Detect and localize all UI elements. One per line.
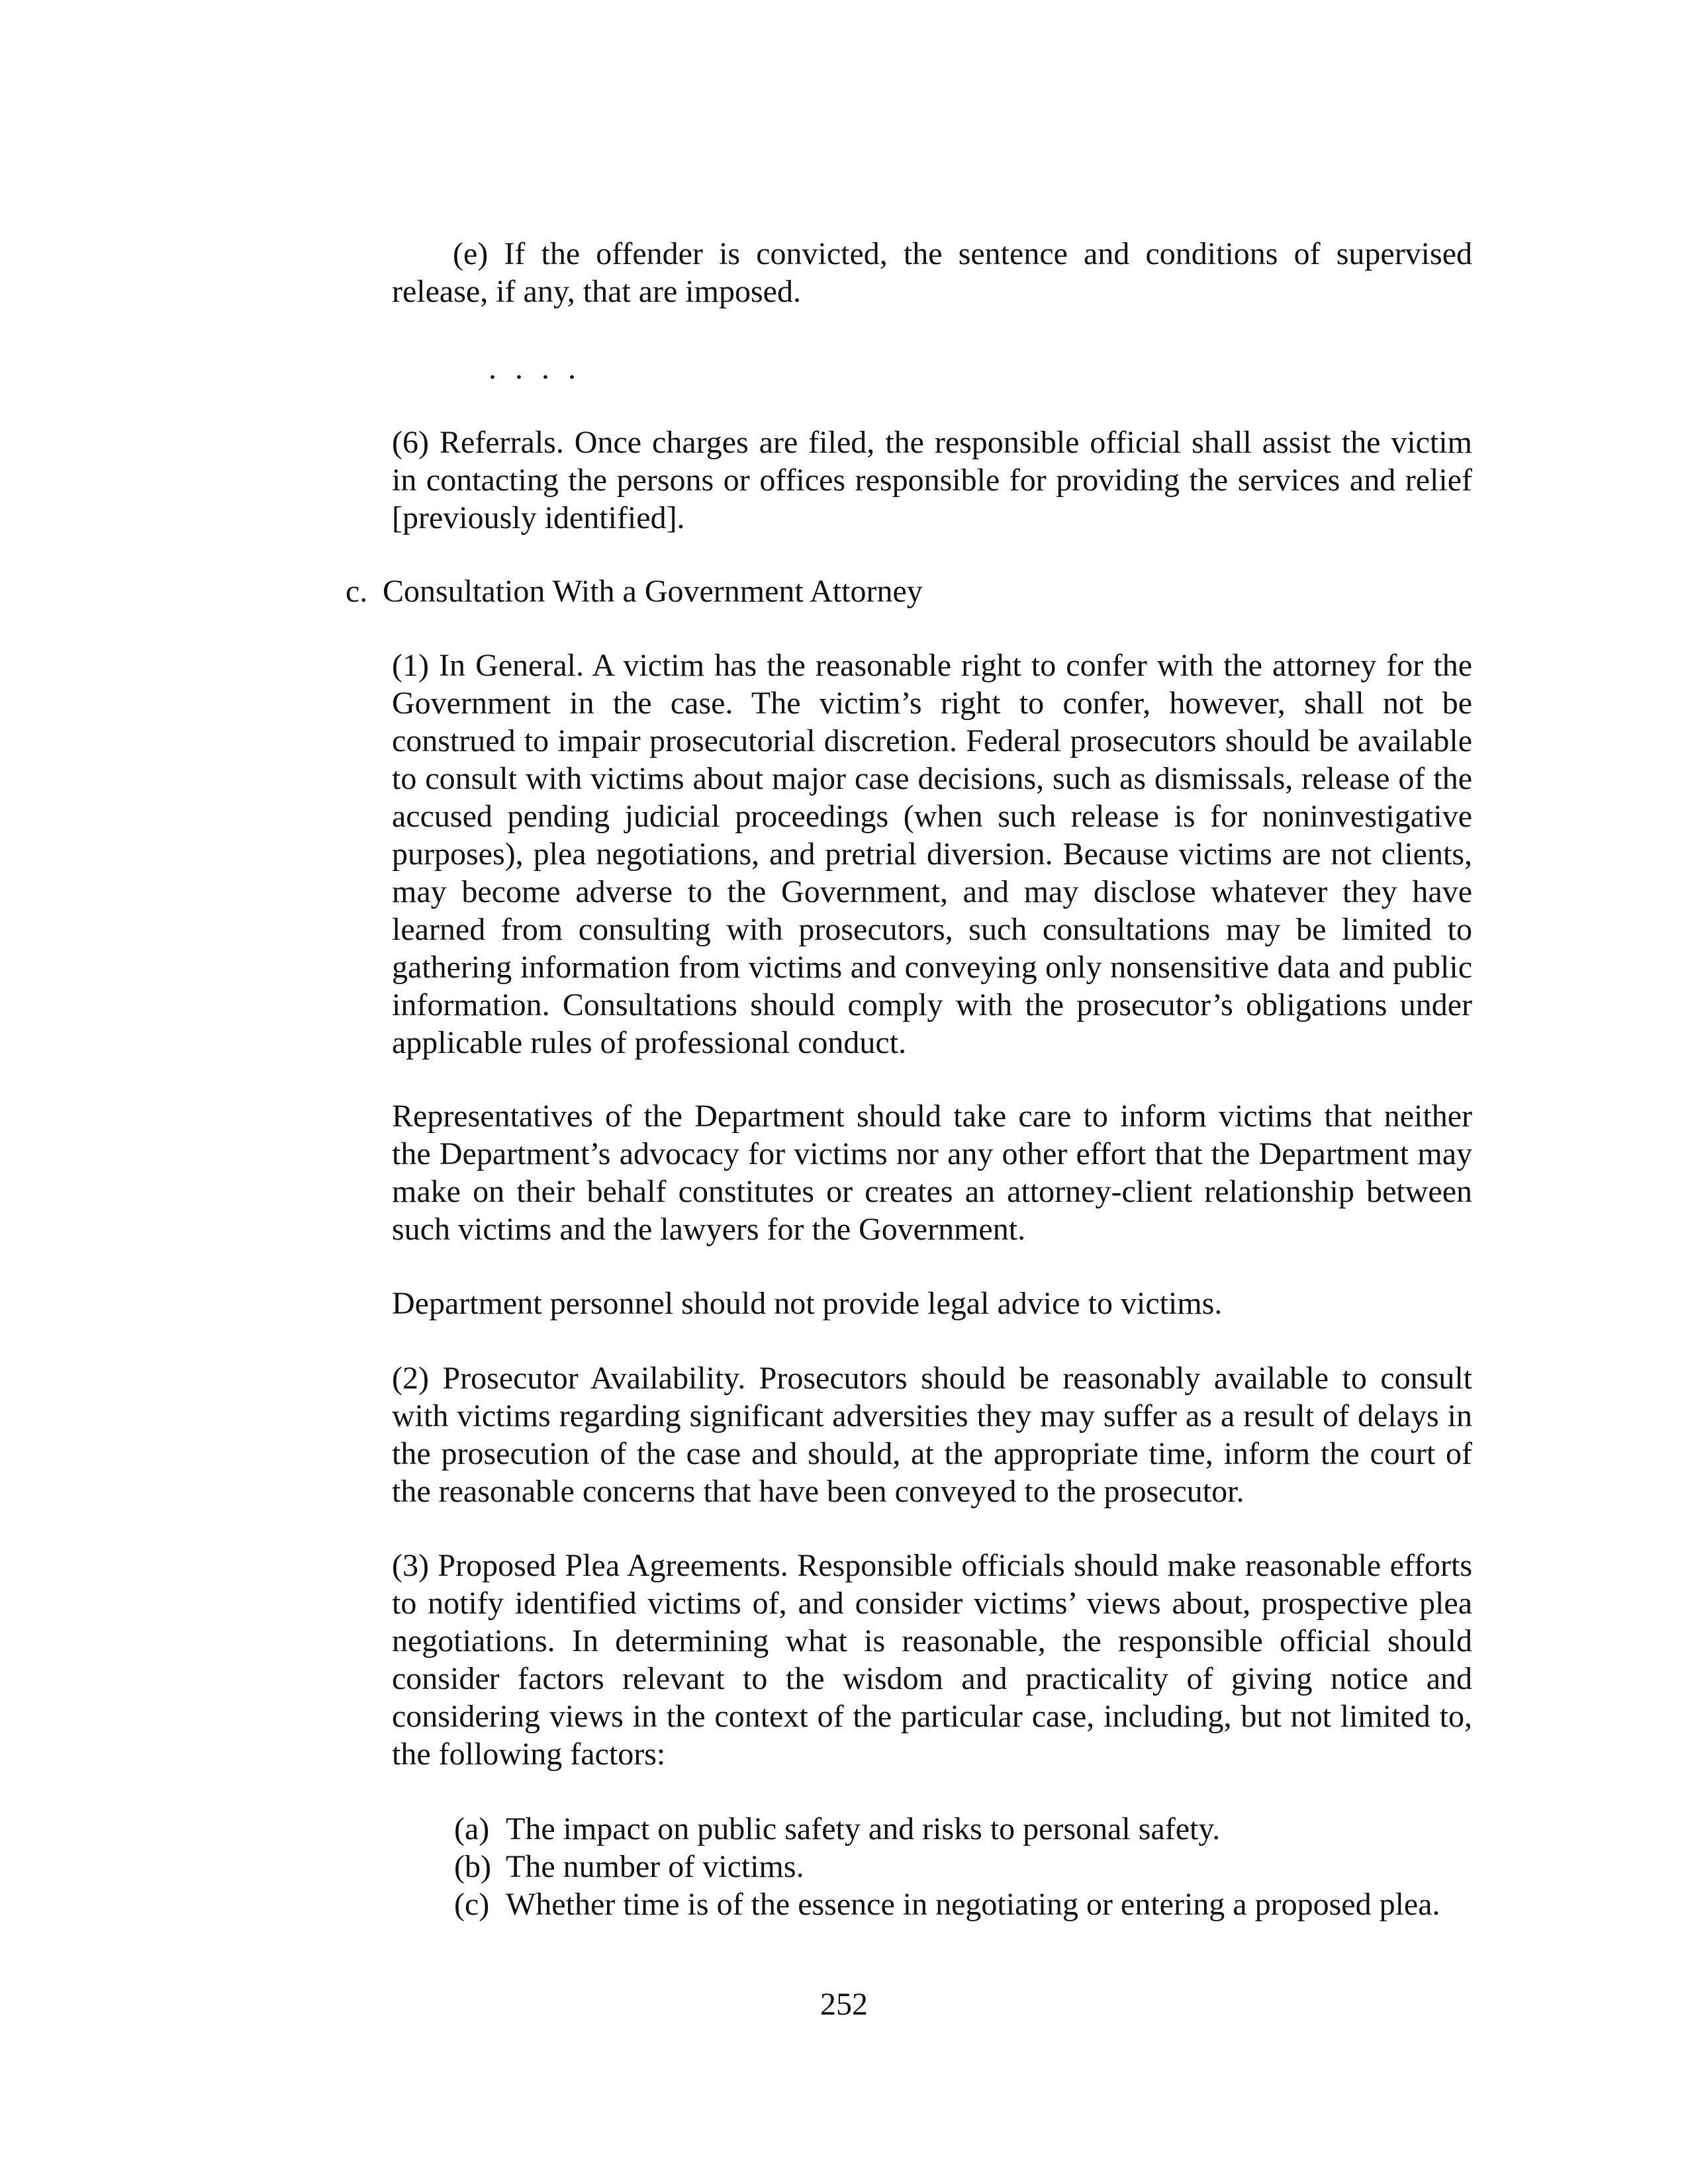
factor-marker: (a): [454, 1811, 490, 1846]
factor-item: [454, 1886, 1440, 1923]
paragraph-legal-advice: Department personnel should not provide legal advice to victims.: [392, 1286, 1223, 1321]
section-c-marker: c.: [346, 574, 368, 609]
factor-item: [454, 1810, 1220, 1848]
paragraph-6-referrals: (6) Referrals. Once charges are filed, the responsible official shall assist the victim in contacting the persons or offices responsible for providing the services and relief [previously identified].: [392, 425, 1472, 535]
factor-text: Whether time is of the essence in negotiating or entering a proposed plea.: [506, 1887, 1440, 1922]
page-number: 252: [820, 1987, 868, 2022]
paragraph-2-prosecutor-availability: (2) Prosecutor Availability. Prosecutors should be reasonably available to consult with victims regarding significant adversities they may suffer as a result of delays in the prosecution of the case and should, at the appropriate time, inform the court of the reasonable concerns that have been conveyed to the prosecutor.: [392, 1361, 1472, 1509]
paragraph-e: (e) If the offender is convicted, the sentence and conditions of supervised release, if any, that are imposed.: [392, 236, 1472, 309]
paragraph-3-proposed-plea: (3) Proposed Plea Agreements. Responsible officials should make reasonable efforts to notify identified victims of, and consider victims’ views about, prospective plea negotiations. In determining what is reasonable, the responsible official should consider factors relevant to the wisdom and practicality of giving notice and considering views in the context of the particular case, including, but not limited to, the following factors:: [392, 1548, 1472, 1772]
factor-marker: (c): [454, 1887, 490, 1922]
ellipsis: . . . .: [489, 351, 581, 386]
section-c-heading: [346, 572, 923, 610]
section-c-title: Consultation With a Government Attorney: [383, 574, 923, 609]
paragraph-representatives: Representatives of the Department should take care to inform victims that neither the Department’s advocacy for victims nor any other effort that the Department may make on their behalf constitutes or creates an attorney-client relationship between such victims and the lawyers for the Government.: [392, 1099, 1472, 1247]
factor-text: The number of victims.: [506, 1849, 804, 1884]
paragraph-1-in-general: (1) In General. A victim has the reasonable right to confer with the attorney for the Government in the case. The victim’s right to confer, however, shall not be construed to impair prosecutorial discretion. Federal prosecutors should be available to consult with victims about major case decisions, such as dismissals, release of the accused pending judicial proceedings (when such release is for noninvestigative purposes), plea negotiations, and pretrial diversion. Because victims are not clients, may become adverse to the Government, and may disclose whatever they have learned from consulting with prosecutors, such consultations may be limited to gathering information from victims and conveying only nonsensitive data and public information. Consultations should comply with the prosecutor’s obligations under applicable rules of professional conduct.: [392, 648, 1472, 1060]
factor-marker: (b): [454, 1849, 491, 1884]
factor-text: The impact on public safety and risks to personal safety.: [506, 1811, 1221, 1846]
factor-item: [454, 1848, 804, 1886]
